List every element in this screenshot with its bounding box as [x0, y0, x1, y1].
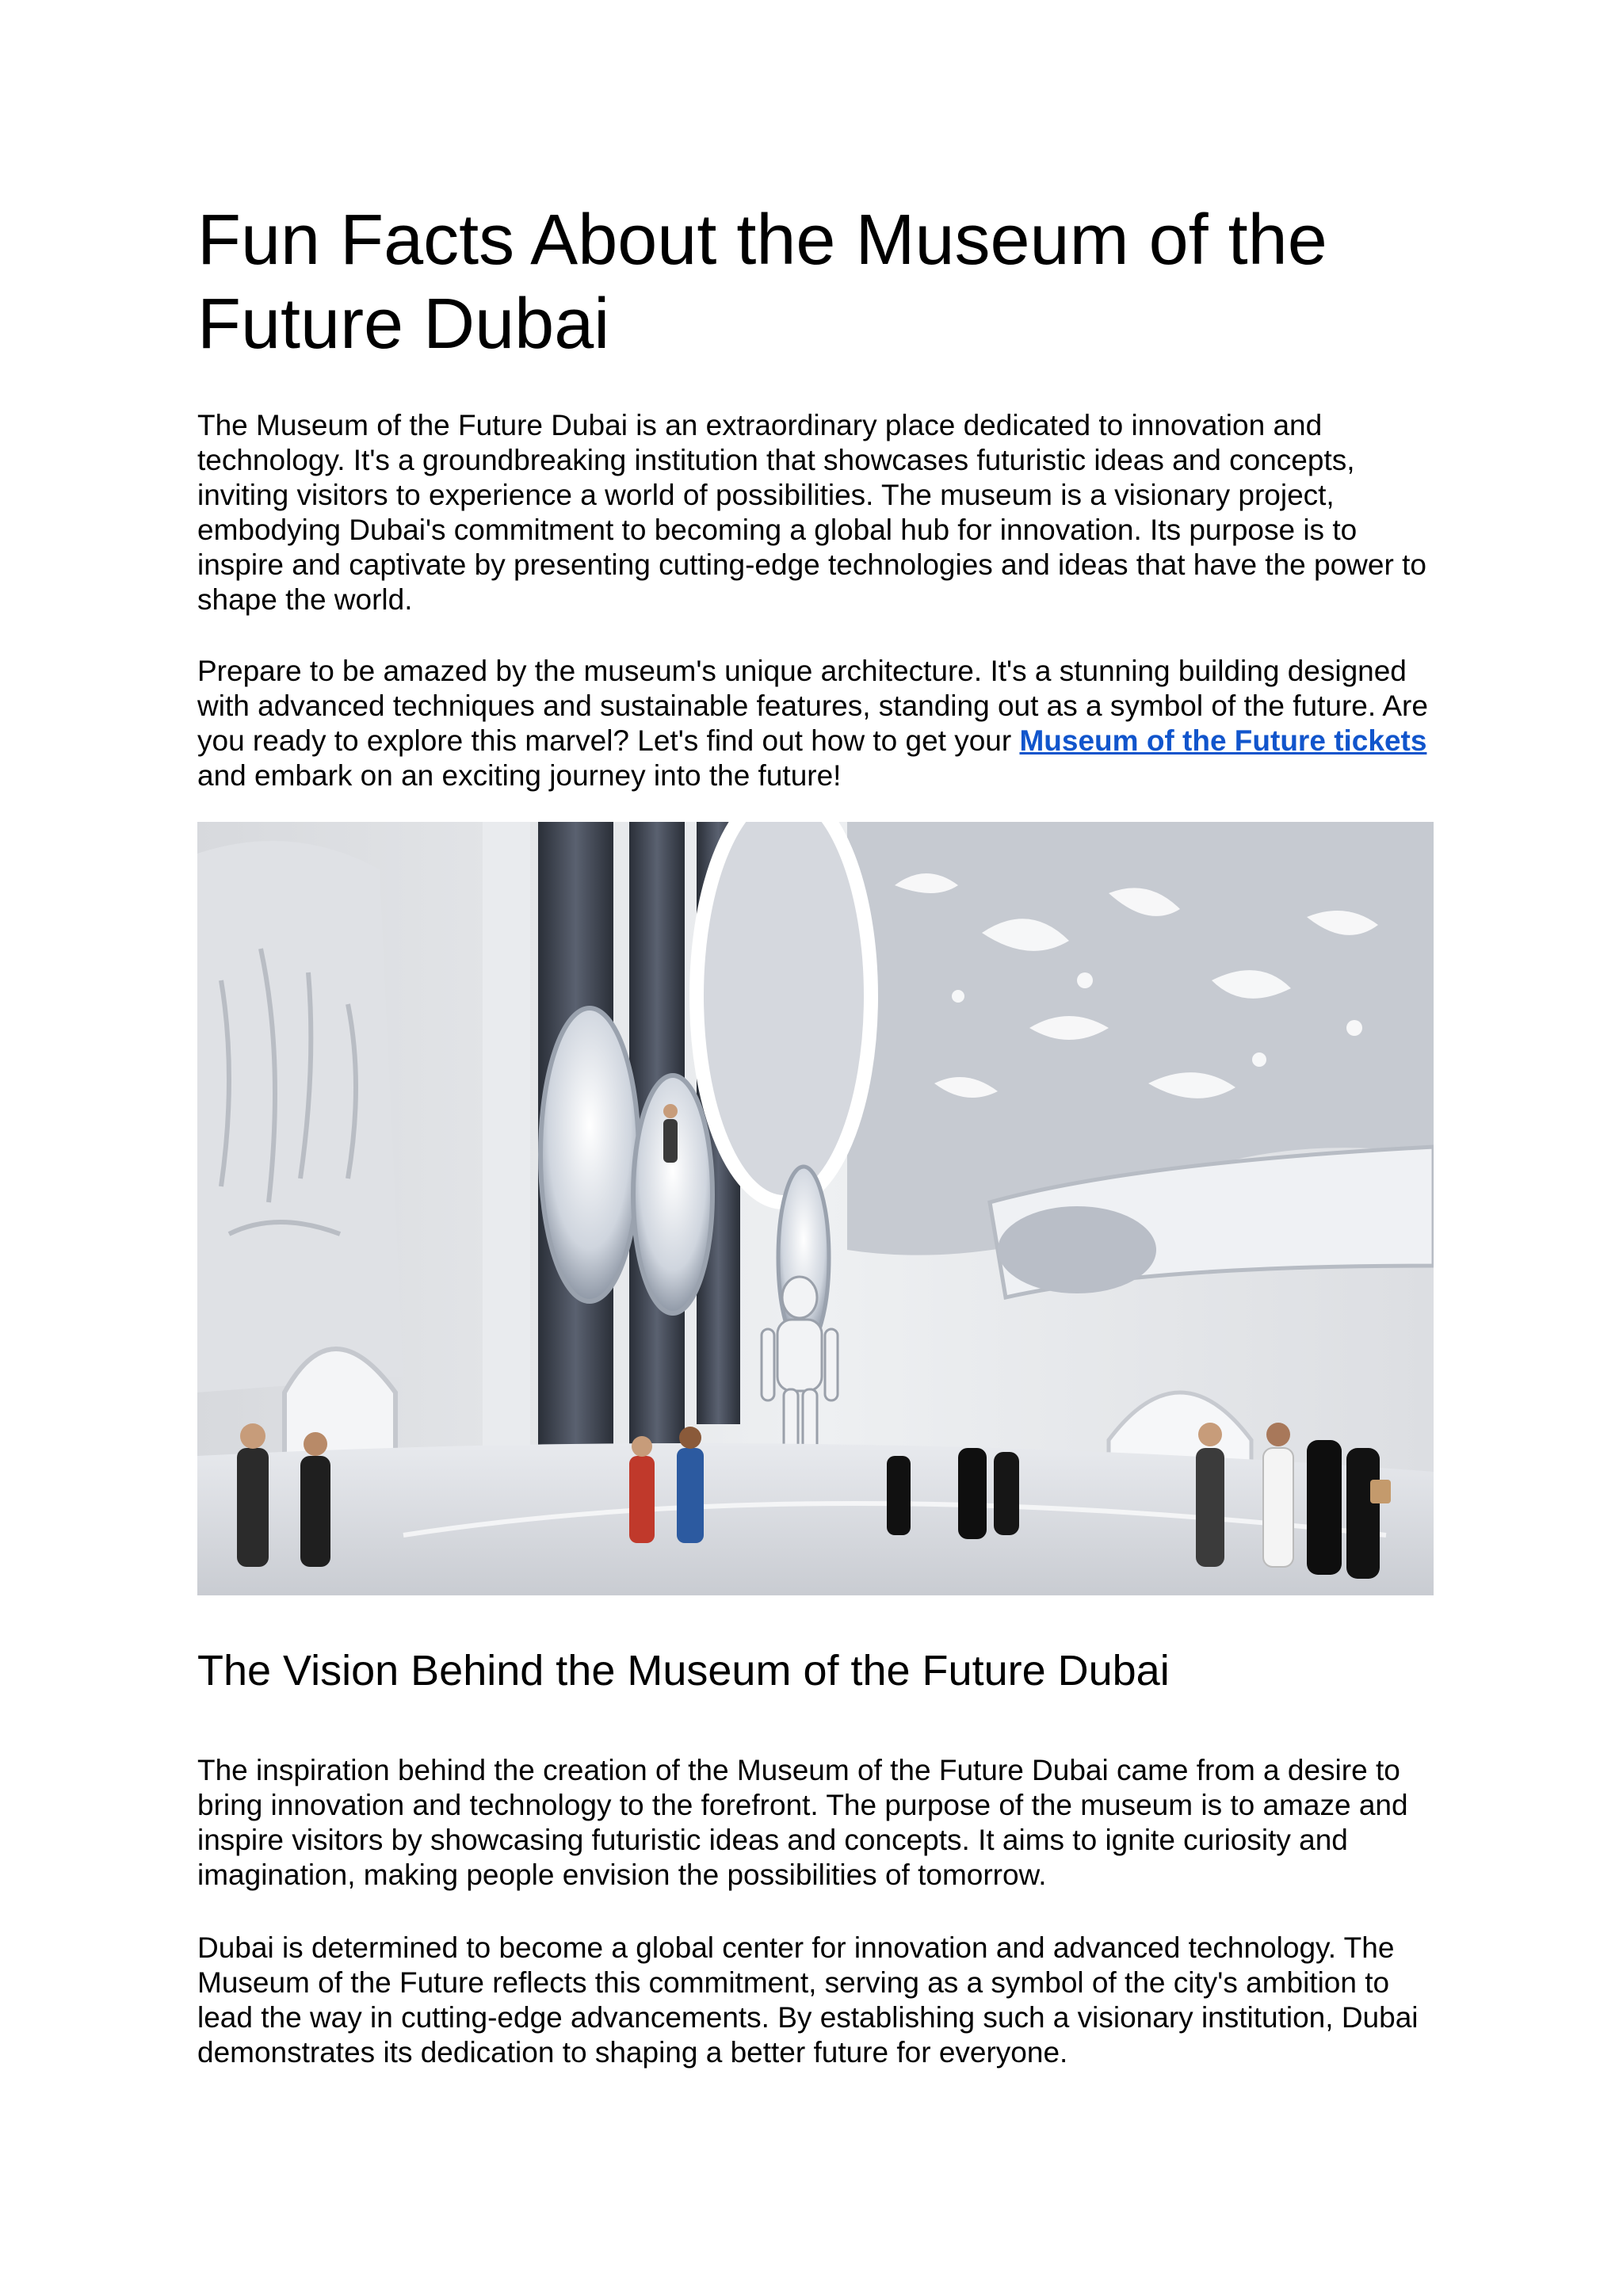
museum-tickets-link[interactable]: Museum of the Future tickets — [1019, 724, 1427, 757]
intro-paragraph-2-start: Prepare to be amazed by the museum's unique architecture. It's a stunning building designed with advanced techniques and sustainable features, standing out as a symbol of the future. Are you ready to explore this marvel? Let's find out how to get your — [197, 655, 1428, 757]
intro-paragraph-2-end: and embark on an exciting journey into the future! — [197, 759, 842, 792]
museum-interior-photo — [197, 822, 1434, 1595]
intro-paragraph-2 — [197, 654, 1438, 793]
intro-paragraph-1: The Museum of the Future Dubai is an extraordinary place dedicated to innovation and technology. It's a groundbreaking institution that showcases futuristic ideas and concepts, inviting visitors to experience a world of possibilities. The museum is a visionary project, embodying Dubai's commitment to becoming a global hub for innovation. Its purpose is to inspire and captivate by presenting cutting-edge technologies and ideas that have the power to shape the world. — [197, 409, 1426, 616]
section-paragraph-2: Dubai is determined to become a global center for innovation and advanced technology. The Museum of the Future reflects this commitment, serving as a symbol of the city's ambition to lead the way in cutting-edge advancements. By establishing such a visionary institution, Dubai demonstrates its dedication to shaping a better future for everyone. — [197, 1931, 1419, 2069]
section-heading: The Vision Behind the Museum of the Future Dubai — [197, 1647, 1170, 1694]
section-paragraph-1: The inspiration behind the creation of the Museum of the Future Dubai came from a desire to bring innovation and technology to the forefront. The purpose of the museum is to amaze and inspire visitors by showcasing futuristic ideas and concepts. It aims to ignite curiosity and imagination, making people envision the possibilities of tomorrow. — [197, 1754, 1408, 1891]
page-title: Fun Facts About the Museum of the Future Dubai — [197, 201, 1327, 364]
